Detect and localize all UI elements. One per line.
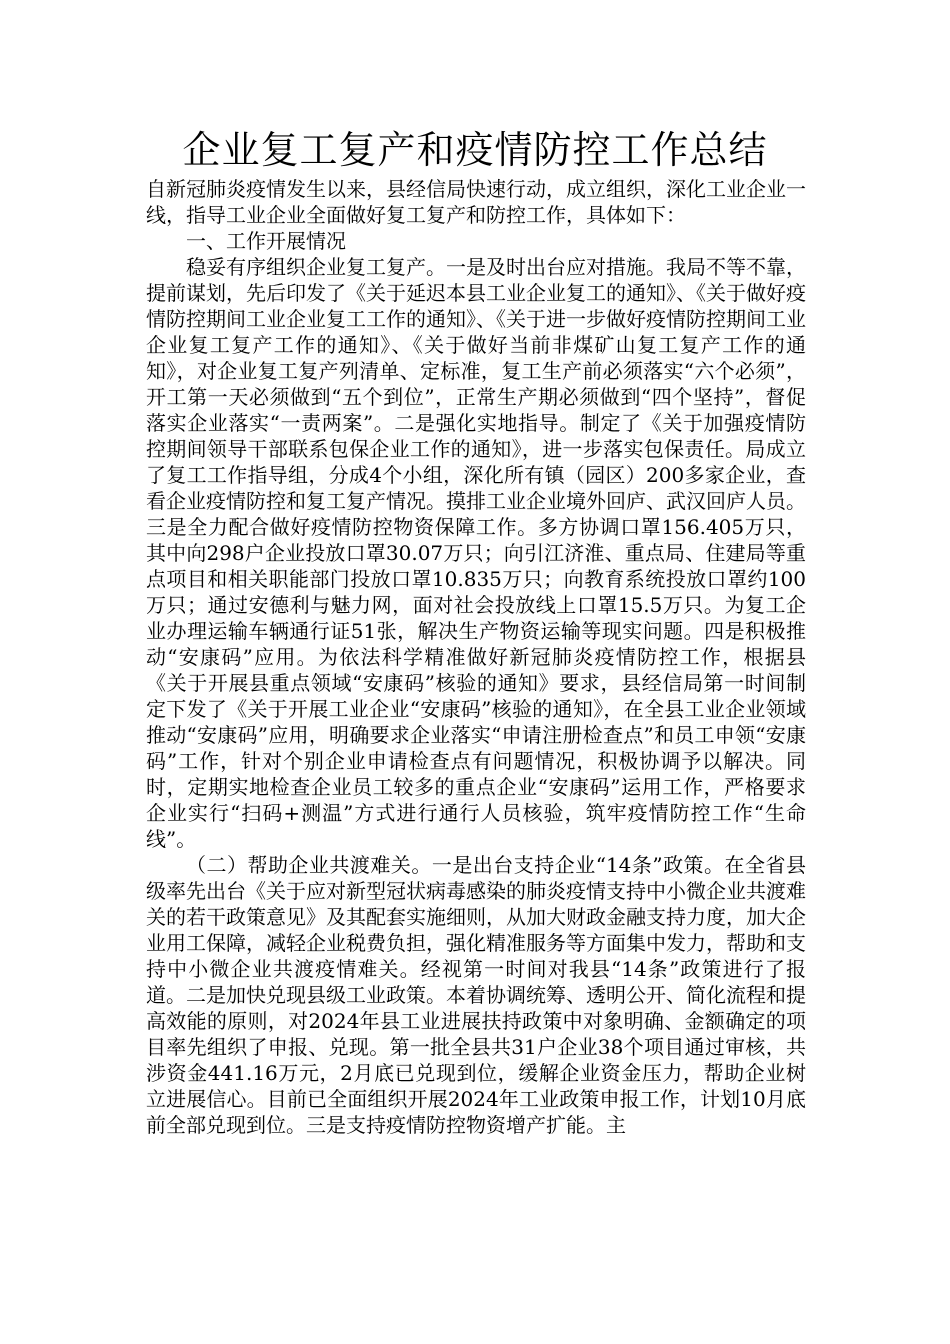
body-paragraph-1: 稳妥有序组织企业复工复产。一是及时出台应对措施。我局不等不靠，提前谋划，先后印发了《关于延迟本县工业企业复工的通知》、《关于做好疫情防控期间工业企业复工工作的通知》、《关于进一步做好疫情防控期间工业企业复工复产工作的通知》、《关于做好当前非煤矿山复工复产工作的通知》，对企业复工复产列清单、定标准，复工生产前必须落实“六个必须”，开工第一天必须做到“五个到位”，正常生产期必须做到“四个坚持”，督促落实企业落实“一责两案”。二是强化实地指导。制定了《关于加强疫情防控期间领导干部联系包保企业工作的通知》，进一步落实包保责任。局成立了复工工作指导组，分成4个小组，深化所有镇（园区）200多家企业，查看企业疫情防控和复工复产情况。摸排工业企业境外回庐、武汉回庐人员。三是全力配合做好疫情防控物资保障工作。多方协调口罩156.405万只，其中向298户企业投放口罩30.07万只；向引江济淮、重点局、住建局等重点项目和相关职能部门投放口罩10.835万只；向教育系统投放口罩约100万只；通过安德利与魅力网，面对社会投放线上口罩15.5万只。为复工企业办理运输车辆通行证51张，解决生产物资运输等现实问题。四是积极推动“安康码”应用。为依法科学精准做好新冠肺炎疫情防控工作，根据县《关于开展县重点领域“安康码”核验的通知》要求，县经信局第一时间制定下发了《关于开展工业企业“安康码”核验的通知》，在全县工业企业领域推动“安康码”应用，明确要求企业落实“申请注册检查点”和员工申领“安康码”工作，针对个别企业申请检查点有问题情况，积极协调予以解决。同时，定期实地检查企业员工较多的重点企业“安康码”运用工作，严格要求企业实行“扫码+测温”方式进行通行人员核验，筑牢疫情防控工作“生命线”。 — [146, 255, 806, 851]
intro-paragraph: 自新冠肺炎疫情发生以来，县经信局快速行动，成立组织，深化工业企业一线，指导工业企业全面做好复工复产和防控工作，具体如下： — [146, 177, 806, 227]
document-body — [146, 176, 806, 1138]
section-heading: 一、工作开展情况 — [186, 229, 346, 253]
body-paragraph-2: （二）帮助企业共渡难关。一是出台支持企业“14条”政策。在全省县级率先出台《关于应对新型冠状病毒感染的肺炎疫情支持中小微企业共渡难关的若干政策意见》及其配套实施细则，从加大财政金融支持力度，加大企业用工保障，减轻企业税费负担，强化精准服务等方面集中发力，帮助和支持中小微企业共渡疫情难关。经视第一时间对我县“14条”政策进行了报道。二是加快兑现县级工业政策。本着协调统筹、透明公开、简化流程和提高效能的原则，对2024年县工业进展扶持政策中对象明确、金额确定的项目率先组织了申报、兑现。第一批全县共31户企业38个项目通过审核，共涉资金441.16万元，2月底已兑现到位，缓解企业资金压力，帮助企业树立进展信心。目前已全面组织开展2024年工业政策申报工作，计划10月底前全部兑现到位。三是支持疫情防控物资增产扩能。主 — [146, 853, 806, 1137]
document-title: 企业复工复产和疫情防控工作总结 — [182, 128, 768, 172]
